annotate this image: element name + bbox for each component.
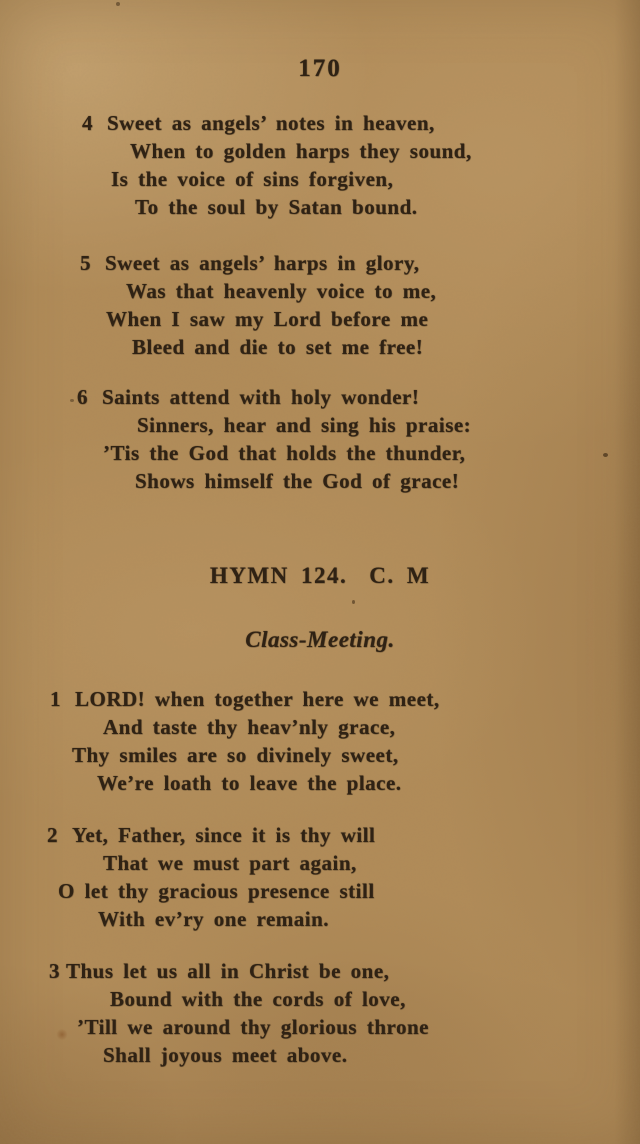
verse-line: Saints attend with holy wonder! <box>102 385 420 409</box>
ink-speck <box>352 600 355 604</box>
verse-2 <box>0 821 620 933</box>
verse-number: 3 <box>49 959 60 983</box>
verse-line: Was that heavenly voice to me, <box>126 279 437 303</box>
verse-line: When to golden harps they sound, <box>130 139 472 163</box>
verse-number: 6 <box>77 385 88 409</box>
verse-line: When I saw my Lord before me <box>106 307 429 331</box>
verse-line: Is the voice of sins forgiven, <box>111 167 394 191</box>
verse-number: 4 <box>82 111 93 135</box>
verse-1 <box>0 685 620 797</box>
page-number: 170 <box>298 55 342 82</box>
hymn-heading <box>0 561 640 591</box>
verse-line: Thus let us all in Christ be one, <box>66 959 390 983</box>
verse-line: Sweet as angels’ harps in glory, <box>105 251 420 275</box>
hymn-title: Class-Meeting. <box>245 627 395 652</box>
verse-line: Sweet as angels’ notes in heaven, <box>107 111 435 135</box>
verse-number: 1 <box>50 687 61 711</box>
continued-verse-4 <box>0 109 620 221</box>
continued-verse-6 <box>0 383 620 495</box>
ink-speck <box>116 2 120 6</box>
hymn-number-label: HYMN 124. <box>209 563 348 588</box>
hymn-meter-label: C. M <box>369 563 431 588</box>
verse-line: Bleed and die to set me free! <box>132 335 424 359</box>
verse-line: ’Tis the God that holds the thunder, <box>103 441 466 465</box>
verse-line: Sinners, hear and sing his praise: <box>137 413 472 437</box>
verse-line: We’re loath to leave the place. <box>97 771 402 795</box>
verse-line: Shows himself the God of grace! <box>135 469 460 493</box>
verse-number: 2 <box>47 823 58 847</box>
verse-line: To the soul by Satan bound. <box>135 195 418 219</box>
verse-line: ’Till we around thy glorious throne <box>77 1015 429 1039</box>
verse-line: LORD! when together here we meet, <box>75 687 440 711</box>
verse-3 <box>0 957 620 1069</box>
continued-verse-5 <box>0 249 620 361</box>
verse-line: O let thy gracious presence still <box>58 879 375 903</box>
verse-line: With ev’ry one remain. <box>98 907 330 931</box>
verse-number: 5 <box>80 251 91 275</box>
verse-line: Yet, Father, since it is thy will <box>72 823 376 847</box>
verse-line: And taste thy heav’nly grace, <box>103 715 396 739</box>
verse-line: Shall joyous meet above. <box>103 1043 348 1067</box>
verse-line: Bound with the cords of love, <box>110 987 406 1011</box>
verse-line: That we must part again, <box>103 851 357 875</box>
verse-line: Thy smiles are so divinely sweet, <box>72 743 399 767</box>
